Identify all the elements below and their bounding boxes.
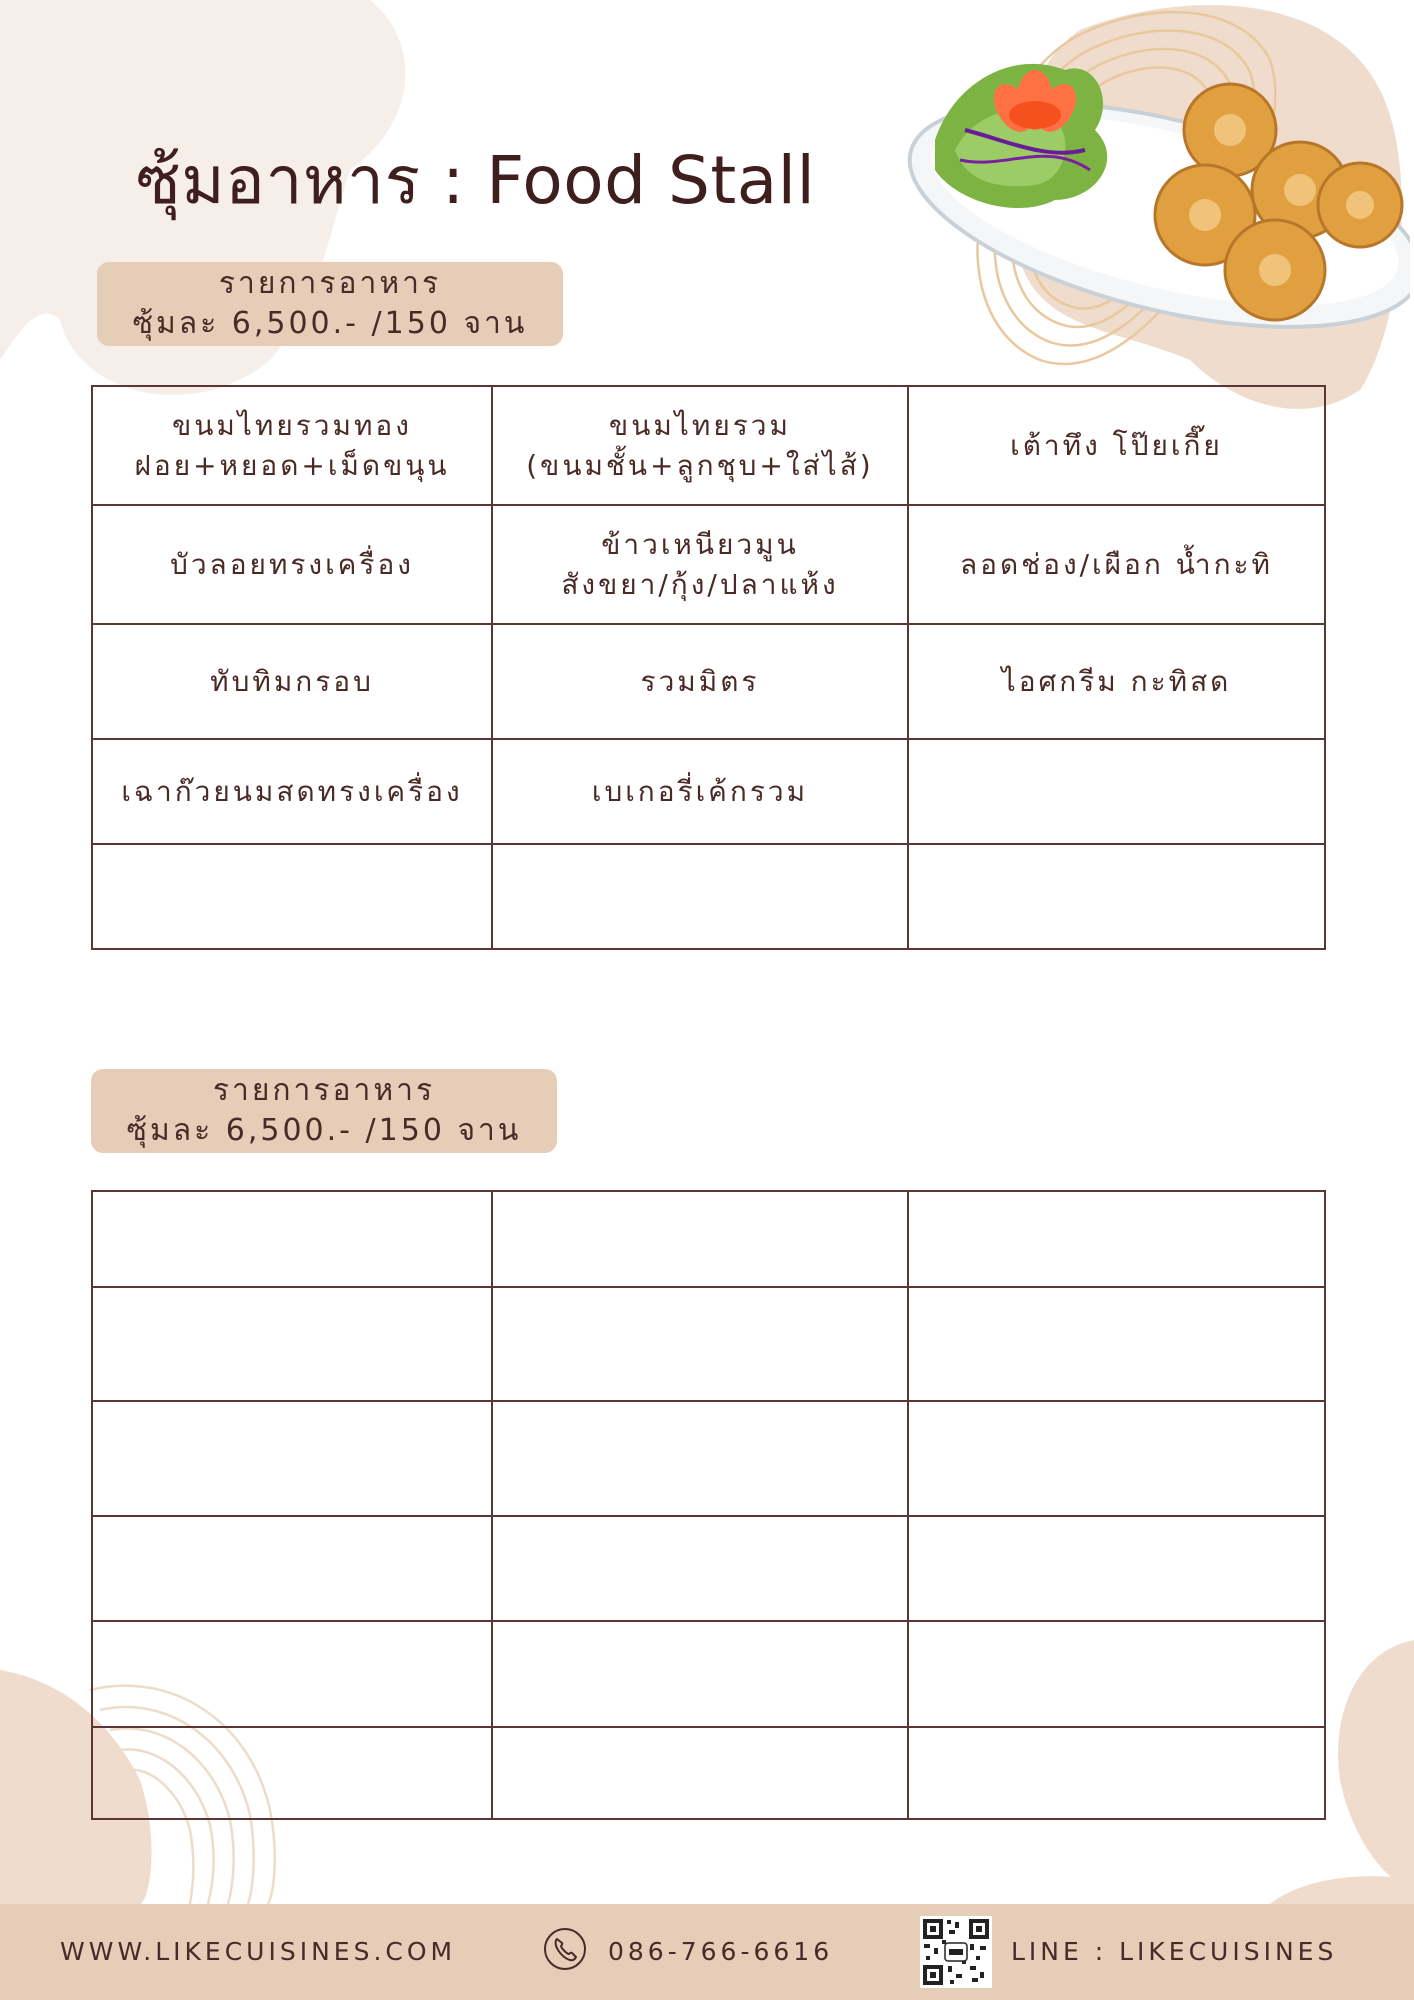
qr-code-icon xyxy=(920,1916,992,1988)
cell-line: รวมมิตร xyxy=(640,664,760,698)
badge-price: ซุ้มละ 6,500.- /150 จาน xyxy=(126,1113,522,1148)
table-cell xyxy=(92,505,492,624)
phone-number[interactable]: 086-766-6616 xyxy=(608,1937,834,1966)
table-row xyxy=(92,1516,1325,1621)
cell-line: ขนมไทยรวมทอง xyxy=(172,408,412,442)
table-cell xyxy=(92,1191,492,1287)
table-cell xyxy=(92,1287,492,1401)
footer xyxy=(0,1904,1414,2000)
cell-line: (ขนมชั้น+ลูกชุบ+ใส่ไส้) xyxy=(526,448,874,482)
table-row xyxy=(92,1287,1325,1401)
cell-line: เฉาก๊วยนมสดทรงเครื่อง xyxy=(121,774,463,808)
cell-line: เต้าทึง โป๊ยเกี๊ย xyxy=(1010,428,1223,462)
table-cell xyxy=(908,844,1325,949)
table-row xyxy=(92,386,1325,505)
cell-line: เบเกอรี่เค้กรวม xyxy=(591,774,809,808)
table-row xyxy=(92,505,1325,624)
table-row xyxy=(92,1191,1325,1287)
table-cell xyxy=(92,844,492,949)
cell-line: ฝอย+หยอด+เม็ดขนุน xyxy=(134,448,450,482)
table-cell xyxy=(908,1621,1325,1727)
cell-line: ทับทิมกรอบ xyxy=(210,664,374,698)
table-cell xyxy=(492,505,908,624)
table-cell xyxy=(492,1727,908,1819)
table-cell xyxy=(92,739,492,844)
table-row xyxy=(92,739,1325,844)
badge-price: ซุ้มละ 6,500.- /150 จาน xyxy=(132,306,528,341)
table-cell xyxy=(492,1287,908,1401)
table-row xyxy=(92,844,1325,949)
table-cell xyxy=(492,844,908,949)
table-row xyxy=(92,1727,1325,1819)
cell-line: ไอศกรีม กะทิสด xyxy=(1001,664,1232,698)
table-cell xyxy=(492,1401,908,1516)
table-cell xyxy=(92,624,492,739)
table-cell xyxy=(92,1516,492,1621)
table-row xyxy=(92,1401,1325,1516)
cell-line: สังขยา/กุ้ง/ปลาแห้ง xyxy=(561,567,839,601)
menu-table xyxy=(91,385,1326,950)
cell-line: ลอดช่อง/เผือก น้ำกะทิ xyxy=(959,547,1274,581)
table-cell xyxy=(92,1401,492,1516)
table-cell xyxy=(492,739,908,844)
table-row xyxy=(92,624,1325,739)
table-cell xyxy=(492,1516,908,1621)
table-cell xyxy=(908,386,1325,505)
table-cell xyxy=(908,1191,1325,1287)
badge-label: รายการอาหาร xyxy=(218,266,442,301)
table-cell xyxy=(492,386,908,505)
table-cell xyxy=(908,1727,1325,1819)
food-photo xyxy=(895,20,1410,370)
table-cell xyxy=(908,505,1325,624)
menu-table xyxy=(91,1190,1326,1820)
table-cell xyxy=(492,1191,908,1287)
line-id[interactable]: LINE : LIKECUISINES xyxy=(1011,1937,1338,1966)
table-cell xyxy=(908,624,1325,739)
table-cell xyxy=(92,1621,492,1727)
cell-line: บัวลอยทรงเครื่อง xyxy=(170,547,414,581)
table-cell xyxy=(492,624,908,739)
table-cell xyxy=(908,1401,1325,1516)
menu-price-badge xyxy=(97,262,563,346)
table-cell xyxy=(492,1621,908,1727)
table-cell xyxy=(908,739,1325,844)
phone-icon xyxy=(542,1926,588,1972)
page-title: ซุ้มอาหาร : Food Stall xyxy=(136,142,816,219)
cell-line: ขนมไทยรวม xyxy=(609,408,791,442)
table-row xyxy=(92,1621,1325,1727)
menu-price-badge xyxy=(91,1069,557,1153)
table-cell xyxy=(92,386,492,505)
table-cell xyxy=(908,1516,1325,1621)
cell-line: ข้าวเหนียวมูน xyxy=(601,527,799,561)
website-link[interactable]: WWW.LIKECUISINES.COM xyxy=(60,1937,457,1966)
table-cell xyxy=(92,1727,492,1819)
table-cell xyxy=(908,1287,1325,1401)
badge-label: รายการอาหาร xyxy=(212,1073,436,1108)
